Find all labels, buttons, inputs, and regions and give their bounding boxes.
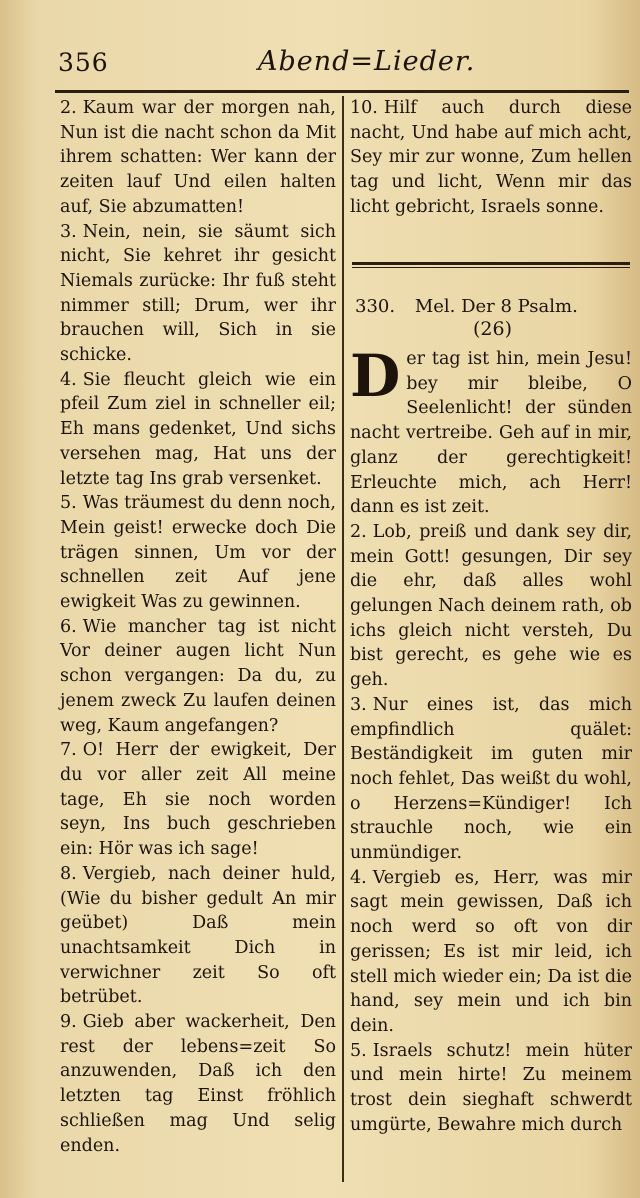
hymn-heading: [355, 294, 630, 319]
stanza: 4. Sie fleucht gleich wie ein pfeil Zum ziel in schneller eil; Eh mans gedenket, Und sichs versehen mag, Hat uns der letzte tag Ins grab versenket.: [60, 369, 336, 489]
stanza: 10. Hilf auch durch diese nacht, Und habe auf mich acht, Sey mir zur wonne, Zum hellen tag und licht, Wenn mir das licht gebricht, Israels sonne.: [350, 98, 632, 217]
stanza: 6. Wie mancher tag ist nicht Vor deiner augen licht Nun schon vergangen: Da du, zu jenem zweck Zu laufen deinen weg, Kaum angefangen?: [60, 616, 336, 736]
header-rule: [55, 90, 629, 93]
stanza: 4. Vergieb es, Herr, was mir sagt mein gewissen, Daß ich noch werd so oft von dir gerissen; Es ist mir leid, ich stell mich wieder ein; Da ist die hand, sey mein und ich bin dein.: [350, 867, 632, 1036]
stanza: 3. Nur eines ist, das mich empfindlich quälet: Beständigkeit im guten mir noch fehlet, Das weißt du wohl, o Herzens=Kündiger! Ich strauchle noch, wie ein unmündiger.: [350, 694, 632, 864]
hymn-melody: Mel. Der 8 Psalm.: [414, 296, 578, 317]
hymn-number: 330.: [355, 296, 396, 317]
stanza: 8. Vergieb, nach deiner huld, (Wie du bisher gedult An mir geübet) Daß mein unachtsamkeit Dich in verwichner zeit So oft betrübet.: [60, 863, 336, 1008]
stanza: 5. Was träumest du denn noch, Mein geist! erwecke doch Die trägen sinnen, Um vor der schnellen zeit Auf jene ewigkeit Was zu gewinnen.: [60, 493, 336, 613]
drop-cap: D: [350, 342, 401, 410]
hymn-subnumber: (26): [472, 318, 512, 340]
running-title: Abend=Lieder.: [258, 46, 476, 77]
right-column-hymn: [350, 342, 632, 1138]
right-column-top: [350, 96, 632, 220]
stanza: 2. Kaum war der morgen nah, Nun ist die nacht schon da Mit ihrem schatten: Wer kann der zeiten lauf Und eilen halten auf, Sie abzumatten!: [60, 98, 336, 217]
stanza: 9. Gieb aber wackerheit, Den rest der lebens=zeit So anzuwenden, Daß ich den letzten tag Einst fröhlich schließen mag Und selig enden.: [60, 1012, 336, 1156]
column-divider: [342, 96, 344, 1182]
section-rule: [352, 262, 630, 268]
stanza: Der tag ist hin, mein Jesu! bey mir bleibe, O Seelenlicht! der sünden nacht vertreibe. Geh auf in mir, glanz der gerechtigkeit! Erleuchte mich, ach Herr! dann es ist zeit.: [350, 342, 632, 518]
page-number: 356: [58, 48, 109, 77]
page-header: [0, 42, 640, 92]
stanza: 5. Israels schutz! mein hüter und mein hirte! Zu meinem trost dein sieghaft schwerdt umgürte, Bewahre mich durch: [350, 1040, 632, 1135]
stanza: 2. Lob, preiß und dank sey dir, mein Gott! gesungen, Dir sey die ehr, daß alles wohl gelungen Nach deinem rath, ob ichs gleich nicht versteh, Du bist gerecht, es gehe wie es geh.: [350, 521, 632, 691]
stanza: 7. O! Herr der ewigkeit, Der du vor aller zeit All meine tage, Eh sie noch worden seyn, Ins buch geschrieben ein: Hör was ich sage!: [60, 740, 336, 860]
stanza: 3. Nein, nein, sie säumt sich nicht, Sie kehret ihr gesicht Niemals zurücke: Ihr fuß steht nimmer still; Drum, wer ihr brauchen will, Sich in sie schicke.: [60, 221, 336, 366]
left-column: [60, 96, 336, 1158]
